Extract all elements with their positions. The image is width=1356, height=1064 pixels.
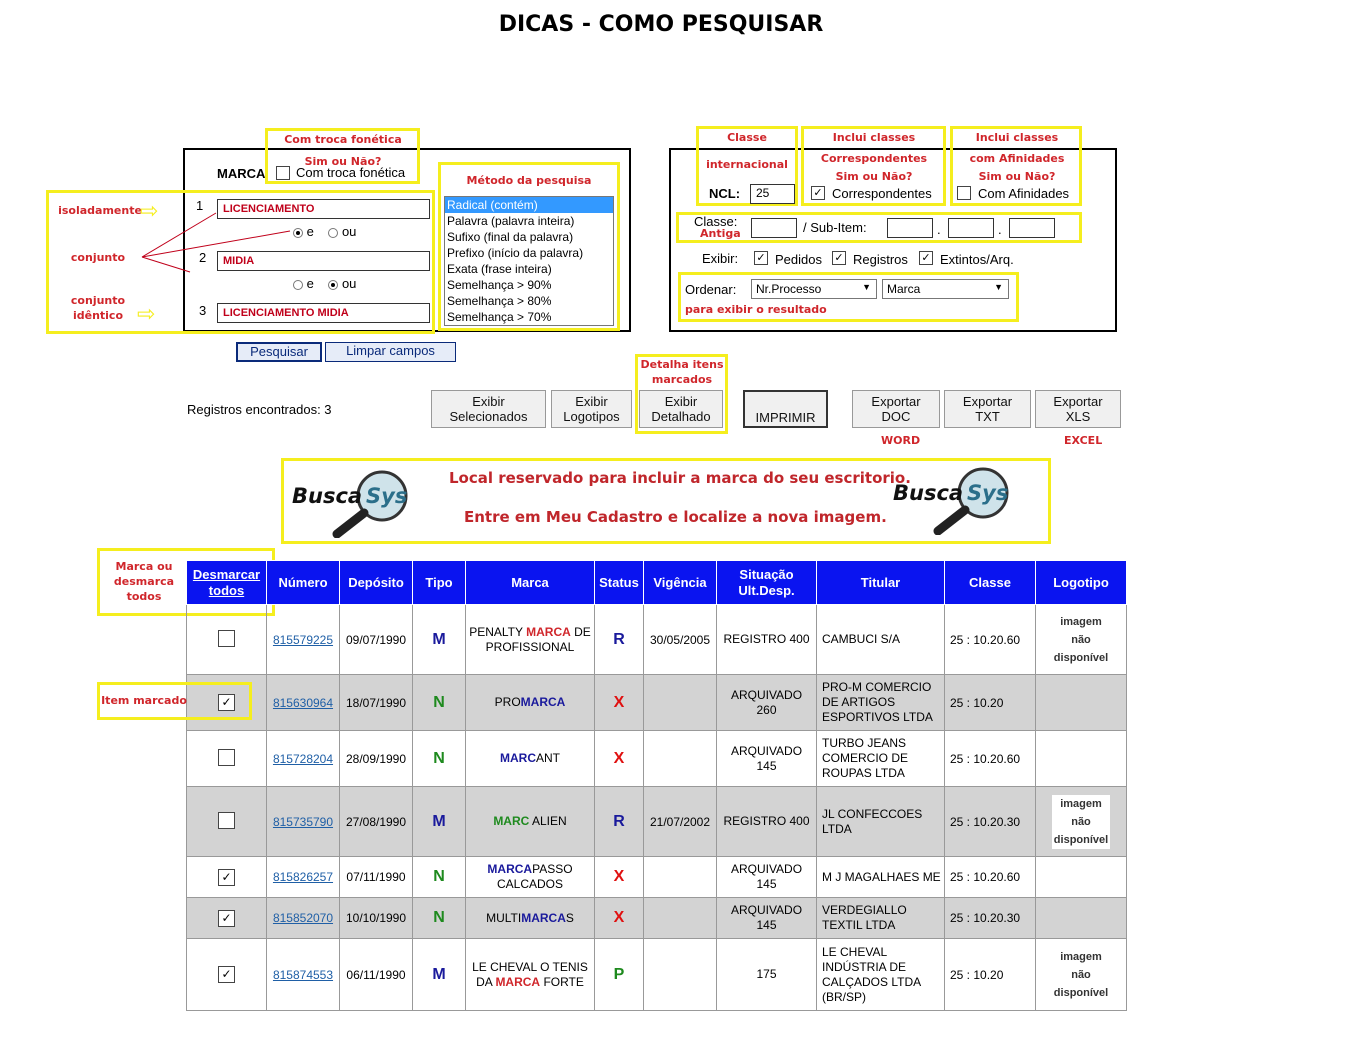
logo-placeholder-text: disponível: [1053, 651, 1109, 664]
status-value: X: [613, 868, 625, 885]
marca-segment: MARCA: [521, 910, 566, 925]
term-3-input[interactable]: LICENCIAMENTO MIDIA: [217, 303, 430, 323]
ordenar-hint: para exibir o resultado: [685, 303, 827, 316]
logo-placeholder-text: não: [1071, 815, 1091, 828]
row-select-checkbox[interactable]: ✓: [218, 910, 235, 927]
situacao-header: Situação Ult.Desp.: [717, 561, 817, 605]
marca-cell: [466, 939, 595, 1011]
status-cell: [595, 731, 644, 787]
marca-segment: MARCA: [495, 974, 541, 989]
op1-ou-radio[interactable]: [328, 228, 338, 238]
fonetica-label: Com troca fonética: [296, 165, 406, 180]
ordenar-label: Ordenar:: [685, 282, 737, 297]
exibir-label: Exibir:: [702, 251, 739, 266]
logotipo-cell: [1036, 898, 1127, 939]
detalha-annotation: Detalha itens marcados: [640, 358, 724, 386]
correspondentes-checkbox[interactable]: ✓: [811, 186, 825, 200]
deposito-cell: 27/08/1990: [340, 787, 413, 857]
corresp-annotation: Inclui classes Correspondentes Sim ou Não?: [820, 131, 928, 183]
titular-cell: PRO-M COMERCIO DE ARTIGOS ESPORTIVOS LTDA: [817, 675, 945, 731]
pesquisar-button[interactable]: Pesquisar: [236, 342, 322, 362]
tipo-cell: [413, 675, 466, 731]
tipo-cell: [413, 939, 466, 1011]
logo-unavailable-image: [1052, 795, 1110, 849]
status-cell: [595, 898, 644, 939]
field3-number: 3: [199, 303, 207, 318]
tipo-cell: [413, 898, 466, 939]
select-cell: [187, 898, 267, 939]
titular-cell: M J MAGALHAES ME: [817, 857, 945, 898]
conjunto-lines: [0, 0, 320, 340]
pedidos-checkbox[interactable]: ✓: [754, 251, 768, 265]
registros-label: Registros: [853, 252, 908, 267]
classe-cell: 25 : 10.20.60: [945, 605, 1036, 675]
item-marcado-annotation: Item marcado: [101, 694, 187, 707]
vigencia-cell: [644, 675, 717, 731]
deposito-cell: 09/07/1990: [340, 605, 413, 675]
logo-placeholder-text: imagem: [1060, 950, 1102, 963]
numero-cell: [267, 898, 340, 939]
term-1-input[interactable]: LICENCIAMENTO: [217, 199, 430, 219]
numero-cell: [267, 731, 340, 787]
pedidos-label: Pedidos: [775, 252, 822, 267]
results-table: [186, 560, 1127, 1011]
desmarcar-todos-header[interactable]: Desmarcar todos: [187, 561, 267, 605]
registros-encontrados: Registros encontrados: 3: [187, 402, 332, 417]
tipo-value: N: [433, 693, 445, 711]
marca-header: Marca: [466, 561, 595, 605]
numero-cell: [267, 675, 340, 731]
marca-cell: [466, 857, 595, 898]
exportar-xls-button[interactable]: Exportar XLS: [1035, 390, 1121, 428]
exportar-doc-button[interactable]: Exportar DOC: [852, 390, 940, 428]
buscasys-logo-right: Busca Sys: [893, 465, 1023, 535]
marca-cell: [466, 731, 595, 787]
logotipo-cell: [1036, 787, 1127, 857]
method-option[interactable]: Sufixo (final da palavra): [447, 230, 574, 244]
row-select-checkbox[interactable]: ✓: [218, 869, 235, 886]
table-row: [187, 939, 1127, 1011]
imprimir-button[interactable]: IMPRIMIR: [743, 390, 828, 428]
field2-number: 2: [199, 250, 207, 265]
correspondentes-label: Correspondentes: [832, 186, 932, 201]
operator-2: e ou: [293, 276, 356, 291]
registros-checkbox[interactable]: ✓: [832, 251, 846, 265]
titular-cell: CAMBUCI S/A: [817, 605, 945, 675]
banner-line-1: Local reservado para incluir a marca do seu escritorio.: [449, 469, 911, 487]
marca-cell: [466, 675, 595, 731]
tipo-cell: [413, 605, 466, 675]
marca-segment: FORTE: [540, 974, 584, 989]
subitem-3-input[interactable]: [1009, 218, 1055, 238]
buscasys-logo-left: Busca Sys: [292, 468, 422, 538]
tipo-value: M: [432, 630, 446, 648]
isoladamente-annotation: isoladamente: [58, 204, 142, 217]
subitem-2-input[interactable]: [948, 218, 994, 238]
titular-cell: JL CONFECCOES LTDA: [817, 787, 945, 857]
status-cell: [595, 857, 644, 898]
field1-number: 1: [196, 198, 204, 213]
logo-unavailable-image: [1052, 613, 1110, 667]
table-row: [187, 605, 1127, 675]
limpar-campos-button[interactable]: Limpar campos: [325, 342, 456, 362]
marca-segment: PENALTY: [469, 624, 527, 639]
logotipo-header: Logotipo: [1036, 561, 1127, 605]
logo-placeholder-text: não: [1071, 633, 1091, 646]
titular-cell: LE CHEVAL INDÚSTRIA DE CALÇADOS LTDA (BR/SP): [817, 939, 945, 1011]
status-value: P: [613, 965, 625, 983]
row-select-checkbox[interactable]: [218, 812, 235, 829]
tipo-cell: [413, 857, 466, 898]
row-select-checkbox[interactable]: [218, 749, 235, 766]
situacao-cell: 175: [717, 939, 817, 1011]
vigencia-cell: [644, 898, 717, 939]
method-option[interactable]: Radical (contém): [445, 197, 613, 213]
marca-segment: MARCA: [520, 695, 566, 709]
method-option[interactable]: Prefixo (início da palavra): [447, 246, 584, 260]
classe-cell: 25 : 10.20: [945, 939, 1036, 1011]
process-number-link[interactable]: 815826257: [272, 870, 334, 884]
vigencia-cell: [644, 857, 717, 898]
fonetica-annotation: Com troca fonética Sim ou Não?: [284, 133, 402, 168]
status-cell: [595, 675, 644, 731]
status-cell: [595, 939, 644, 1011]
logo-placeholder-text: não: [1071, 968, 1091, 981]
exibir-detalhado-button[interactable]: Exibir Detalhado: [639, 390, 723, 428]
table-row: [187, 675, 1127, 731]
numero-cell: [267, 939, 340, 1011]
page-title: DICAS - COMO PESQUISAR: [498, 12, 824, 37]
marca-segment: MARCA: [526, 624, 571, 639]
classe-label: Classe:: [694, 214, 738, 229]
dot-sep: .: [937, 222, 941, 237]
deposito-cell: 28/09/1990: [340, 731, 413, 787]
marca-cell: [466, 605, 595, 675]
vigencia-cell: [644, 939, 717, 1011]
titular-cell: VERDEGIALLO TEXTIL LTDA: [817, 898, 945, 939]
marca-label: MARCA: [217, 166, 266, 181]
tipo-value: N: [433, 909, 445, 926]
banner-line-2: Entre em Meu Cadastro e localize a nova imagem.: [464, 508, 887, 526]
logotipo-cell: [1036, 939, 1127, 1011]
marca-desmarca-annotation: Marca ou desmarca todos: [113, 560, 175, 603]
subitem-1-input[interactable]: [887, 218, 933, 238]
ncl-input[interactable]: 25: [750, 184, 795, 204]
vigencia-cell: 30/05/2005: [644, 605, 717, 675]
status-value: X: [613, 693, 625, 711]
method-option[interactable]: Palavra (palavra inteira): [447, 214, 575, 228]
logotipo-cell: [1036, 675, 1127, 731]
arrow-right-icon: ⇨: [137, 301, 156, 326]
numero-cell: [267, 605, 340, 675]
classe-cell: 25 : 10.20.30: [945, 787, 1036, 857]
select-cell: [187, 731, 267, 787]
marca-segment: ANT: [536, 751, 560, 765]
select-cell: [187, 605, 267, 675]
method-option[interactable]: Exata (frase inteira): [447, 262, 552, 276]
vigencia-cell: [644, 731, 717, 787]
marca-segment: S: [565, 910, 574, 925]
status-value: R: [613, 812, 625, 830]
tipo-value: M: [432, 965, 446, 983]
exibir-selecionados-button[interactable]: Exibir Selecionados: [431, 390, 546, 428]
select-cell: [187, 939, 267, 1011]
situacao-cell: REGISTRO 400: [717, 605, 817, 675]
subitem-label: / Sub-Item:: [803, 220, 867, 235]
process-number-link[interactable]: 815735790: [272, 814, 334, 829]
classe-cell: 25 : 10.20.30: [945, 898, 1036, 939]
marca-segment: LE CHEVAL O TENIS DA: [472, 959, 588, 989]
afinidades-label: Com Afinidades: [978, 186, 1070, 201]
exportar-txt-button[interactable]: Exportar TXT: [944, 390, 1031, 428]
ordenar-2-select[interactable]: Marca ▼: [882, 279, 1009, 299]
titular-header: Titular: [817, 561, 945, 605]
marca-segment: MULTI: [486, 910, 522, 925]
tipo-value: M: [432, 812, 446, 830]
situacao-cell: ARQUIVADO 260: [717, 675, 817, 731]
marca-segment: MARCA: [487, 862, 533, 876]
numero-cell: [267, 787, 340, 857]
term-2-input[interactable]: MIDIA: [217, 251, 430, 271]
table-row: [187, 731, 1127, 787]
marca-cell: [466, 898, 595, 939]
situacao-cell: REGISTRO 400: [717, 787, 817, 857]
status-cell: [595, 787, 644, 857]
process-number-link[interactable]: 815728204: [272, 751, 334, 766]
logo-placeholder-text: imagem: [1060, 615, 1102, 628]
deposito-header: Depósito: [340, 561, 413, 605]
extintos-label: Extintos/Arq.: [940, 252, 1014, 267]
ordenar-1-select[interactable]: Nr.Processo ▼: [751, 279, 877, 299]
marca-segment: MARC: [493, 814, 530, 828]
logo-placeholder-text: disponível: [1053, 833, 1109, 846]
classe-cell: 25 : 10.20.60: [945, 731, 1036, 787]
status-cell: [595, 605, 644, 675]
status-value: X: [613, 749, 625, 767]
logotipo-cell: [1036, 857, 1127, 898]
vigencia-header: Vigência: [644, 561, 717, 605]
ncl-label: NCL:: [709, 186, 741, 201]
marca-segment: DE PROFISSIONAL: [485, 624, 591, 654]
afin-annotation: Inclui classes com Afinidades Sim ou Não?: [969, 131, 1065, 183]
row-select-checkbox[interactable]: ✓: [218, 694, 235, 711]
status-value: X: [613, 909, 625, 926]
status-header: Status: [595, 561, 644, 605]
tipo-cell: [413, 731, 466, 787]
row-select-checkbox[interactable]: [218, 630, 235, 647]
select-cell: [187, 787, 267, 857]
situacao-cell: ARQUIVADO 145: [717, 857, 817, 898]
marca-segment: MARC: [500, 751, 536, 765]
vigencia-cell: 21/07/2002: [644, 787, 717, 857]
metodo-annotation: Método da pesquisa: [466, 174, 592, 187]
tipo-header: Tipo: [413, 561, 466, 605]
numero-header: Número: [267, 561, 340, 605]
antiga-label: Antiga: [700, 227, 741, 240]
conjunto-identico-annotation: conjunto idêntico: [70, 294, 126, 322]
method-option[interactable]: Semelhança > 70%: [447, 310, 552, 324]
process-number-link[interactable]: 815630964: [272, 695, 334, 710]
search-method-listbox[interactable]: [444, 196, 614, 326]
word-annotation: WORD: [881, 434, 921, 447]
deposito-cell: 07/11/1990: [340, 857, 413, 898]
op2-ou-radio[interactable]: [328, 280, 338, 290]
deposito-cell: 10/10/1990: [340, 898, 413, 939]
classe-cell: 25 : 10.20: [945, 675, 1036, 731]
logotipo-cell: [1036, 605, 1127, 675]
tipo-cell: [413, 787, 466, 857]
marca-segment: PASSO CALCADOS: [496, 862, 573, 891]
select-cell: [187, 857, 267, 898]
method-option[interactable]: Semelhança > 80%: [447, 294, 552, 308]
chevron-down-icon: ▼: [862, 282, 871, 292]
deposito-cell: 06/11/1990: [340, 939, 413, 1011]
row-select-checkbox[interactable]: ✓: [218, 966, 235, 983]
status-value: R: [613, 630, 625, 648]
classe-cell: 25 : 10.20.60: [945, 857, 1036, 898]
conjunto-annotation: conjunto: [70, 251, 126, 264]
table-row: [187, 787, 1127, 857]
tipo-value: N: [433, 868, 445, 885]
extintos-checkbox[interactable]: ✓: [919, 251, 933, 265]
classe-antiga-input[interactable]: [751, 218, 797, 238]
titular-cell: TURBO JEANS COMERCIO DE ROUPAS LTDA: [817, 731, 945, 787]
arrow-right-icon: ⇨: [140, 198, 159, 223]
process-number-link[interactable]: 815852070: [272, 911, 334, 925]
marca-segment: PRO: [494, 695, 521, 709]
operator-1: e ou: [293, 224, 356, 239]
dot-sep: .: [998, 222, 1002, 237]
excel-annotation: EXCEL: [1064, 434, 1103, 447]
numero-cell: [267, 857, 340, 898]
process-number-link[interactable]: 815579225: [272, 632, 334, 647]
situacao-cell: ARQUIVADO 145: [717, 731, 817, 787]
exibir-logotipos-button[interactable]: Exibir Logotipos: [551, 390, 632, 428]
logotipo-cell: [1036, 731, 1127, 787]
classe-intl-annotation: Classe internacional: [706, 131, 788, 171]
marca-segment: ALIEN: [529, 814, 567, 828]
table-row: [187, 857, 1127, 898]
marca-cell: [466, 787, 595, 857]
table-row: [187, 898, 1127, 939]
classe-header: Classe: [945, 561, 1036, 605]
logo-placeholder-text: disponível: [1053, 986, 1109, 999]
logo-placeholder-text: imagem: [1060, 797, 1102, 810]
method-option[interactable]: Semelhança > 90%: [447, 278, 552, 292]
tipo-value: N: [433, 749, 445, 767]
chevron-down-icon: ▼: [994, 282, 1003, 292]
deposito-cell: 18/07/1990: [340, 675, 413, 731]
situacao-cell: ARQUIVADO 145: [717, 898, 817, 939]
afinidades-checkbox[interactable]: [957, 186, 971, 200]
process-number-link[interactable]: 815874553: [272, 967, 334, 982]
logo-unavailable-image: [1052, 948, 1110, 1002]
